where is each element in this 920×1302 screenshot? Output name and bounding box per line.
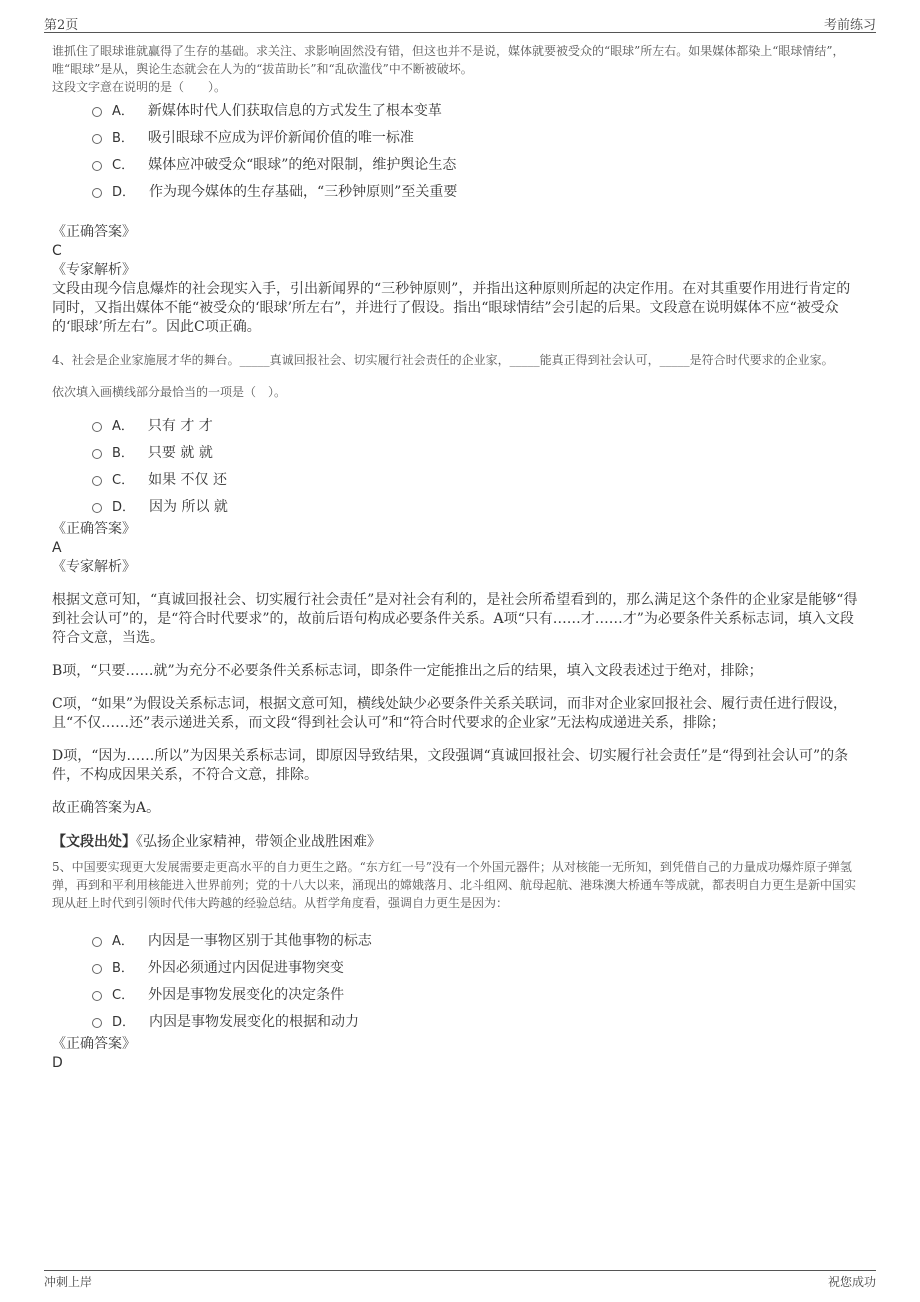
option-text: 外因是事物发展变化的决定条件 bbox=[148, 986, 345, 1003]
option-a[interactable] bbox=[92, 96, 862, 123]
option-d[interactable] bbox=[92, 492, 862, 519]
option-text: 因为 所以 就 bbox=[149, 498, 228, 515]
option-letter: A． bbox=[112, 104, 134, 119]
option-d[interactable] bbox=[92, 1007, 862, 1034]
option-c[interactable] bbox=[92, 465, 862, 492]
option-letter: A． bbox=[112, 934, 134, 949]
option-c[interactable] bbox=[92, 980, 862, 1007]
page-footer bbox=[44, 1270, 876, 1295]
analysis-label: 《专家解析》 bbox=[52, 262, 136, 278]
source-label: 【文段出处】 bbox=[52, 834, 136, 850]
analysis-paragraph: 故正确答案为A。 bbox=[52, 800, 161, 816]
header-title: 考前练习 bbox=[823, 18, 876, 33]
option-c[interactable] bbox=[92, 150, 862, 177]
option-letter: B． bbox=[112, 131, 134, 146]
option-d[interactable] bbox=[92, 177, 862, 204]
footer-right-text: 祝您成功 bbox=[827, 1275, 876, 1289]
question-3 bbox=[52, 42, 862, 337]
option-text: 媒体应冲破受众“眼球”的绝对限制，维护舆论生态 bbox=[148, 156, 457, 173]
analysis-paragraph: D项，“因为……所以”为因果关系标志词，即原因导致结果，文段强调“真诚回报社会、切实履行社会责任”是“得到社会认可”的条件，不构成因果关系，不符合文意，排除。 bbox=[52, 748, 849, 783]
question-4 bbox=[52, 351, 862, 852]
analysis-label: 《专家解析》 bbox=[52, 559, 136, 575]
question-prompt: 这段文字意在说明的是（ ）。 bbox=[52, 80, 227, 94]
question-stem: 5、中国要实现更大发展需要走更高水平的自力更生之路。“东方红一号”没有一个外国元器件；从对核能一无所知，到凭借自己的力量成功爆炸原子弹氢弹，再到和平利用核能进入世界前列；党的十八大以来，涌现出的嫦娥落月、北斗组网、航母起航、港珠澳大桥通车等成就，都表明自力更生是新中国实现从赶上时代到引领时代伟大跨越的经验总结。从哲学角度看，强调自力更生是因为： bbox=[52, 860, 857, 910]
option-b[interactable] bbox=[92, 123, 862, 150]
option-text: 吸引眼球不应成为评价新闻价值的唯一标准 bbox=[147, 129, 414, 146]
option-letter: C． bbox=[112, 988, 135, 1003]
page-content bbox=[52, 42, 862, 1072]
option-text: 新媒体时代人们获取信息的方式发生了根本变革 bbox=[147, 102, 442, 119]
option-text: 内因是一事物区别于其他事物的标志 bbox=[147, 932, 372, 949]
radio-icon[interactable] bbox=[92, 964, 102, 974]
option-letter: A． bbox=[112, 419, 134, 434]
radio-icon[interactable] bbox=[92, 107, 102, 117]
option-letter: D． bbox=[112, 1015, 136, 1030]
radio-icon[interactable] bbox=[92, 134, 102, 144]
analysis-paragraph: 根据文意可知，“真诚回报社会、切实履行社会责任”是对社会有利的，是社会所希望看到的，那么满足这个条件的企业家是能够“得到社会认可”的，是“符合时代要求”的，故前后语句构成必要条件关系。A项“只有……才……才”为必要条件关系标志词，填入文段符合文意，当选。 bbox=[52, 592, 858, 646]
option-a[interactable] bbox=[92, 926, 862, 953]
source-title: 《弘扬企业家精神，带领企业战胜困难》 bbox=[136, 834, 381, 850]
option-letter: C． bbox=[112, 473, 135, 488]
option-list bbox=[92, 96, 862, 204]
radio-icon[interactable] bbox=[92, 188, 102, 198]
answer-label: 《正确答案》 bbox=[52, 1036, 136, 1052]
radio-icon[interactable] bbox=[92, 503, 102, 513]
radio-icon[interactable] bbox=[92, 449, 102, 459]
answer-label: 《正确答案》 bbox=[52, 521, 136, 537]
analysis-paragraph: B项，“只要……就”为充分不必要条件关系标志词，即条件一定能推出之后的结果，填入文段表述过于绝对，排除； bbox=[52, 663, 763, 679]
answer-value: A bbox=[52, 540, 62, 556]
option-list bbox=[92, 411, 862, 519]
question-stem: 谁抓住了眼球谁就赢得了生存的基础。求关注、求影响固然没有错，但这也并不是说，媒体就要被受众的“眼球”所左右。如果媒体都染上“眼球情结”，唯“眼球”是从，舆论生态就会在人为的“拔苗助长”和“乱砍滥伐”中不断被破坏。 bbox=[52, 44, 845, 76]
option-list bbox=[92, 926, 862, 1034]
option-text: 外因必须通过内因促进事物突变 bbox=[147, 959, 344, 976]
question-5 bbox=[52, 858, 862, 1072]
option-text: 如果 不仅 还 bbox=[148, 471, 227, 488]
answer-value: C bbox=[52, 243, 62, 259]
radio-icon[interactable] bbox=[92, 476, 102, 486]
question-stem: 4、社会是企业家施展才华的舞台。_____真诚回报社会、切实履行社会责任的企业家，_____能真正得到社会认可，_____是符合时代要求的企业家。 bbox=[52, 353, 834, 367]
radio-icon[interactable] bbox=[92, 991, 102, 1001]
text-source bbox=[52, 832, 862, 852]
analysis-paragraph: C项，“如果”为假设关系标志词，根据文意可知，横线处缺少必要条件关系关联词，而非对企业家回报社会、履行责任进行假设，且“不仅……还”表示递进关系，而文段“得到社会认可”和“符合时代要求的企业家”无法构成递进关系，排除； bbox=[52, 696, 848, 731]
option-text: 只要 就 就 bbox=[147, 444, 213, 461]
answer-label: 《正确答案》 bbox=[52, 224, 136, 240]
option-letter: D． bbox=[112, 185, 136, 200]
radio-icon[interactable] bbox=[92, 422, 102, 432]
page-header bbox=[44, 12, 876, 33]
analysis-text: 文段由现今信息爆炸的社会现实入手，引出新闻界的“三秒钟原则”，并指出这种原则所起的决定作用。在对其重要作用进行肯定的同时，又指出媒体不能“被受众的‘眼球’所左右”，并进行了假设。指出“眼球情结”会引起的后果。文段意在说明媒体不应“被受众的‘眼球’所左右”。因此C项正确。 bbox=[52, 281, 851, 335]
option-text: 只有 才 才 bbox=[147, 417, 213, 434]
answer-value: D bbox=[52, 1055, 63, 1071]
radio-icon[interactable] bbox=[92, 1018, 102, 1028]
option-letter: B． bbox=[112, 446, 134, 461]
page-number: 第2页 bbox=[44, 18, 79, 33]
radio-icon[interactable] bbox=[92, 937, 102, 947]
option-a[interactable] bbox=[92, 411, 862, 438]
option-text: 作为现今媒体的生存基础，“三秒钟原则”至关重要 bbox=[149, 183, 458, 200]
footer-left-text: 冲刺上岸 bbox=[44, 1275, 93, 1289]
option-letter: C． bbox=[112, 158, 135, 173]
option-letter: B． bbox=[112, 961, 134, 976]
option-b[interactable] bbox=[92, 953, 862, 980]
question-prompt: 依次填入画横线部分最恰当的一项是（ ）。 bbox=[52, 385, 287, 399]
option-text: 内因是事物发展变化的根据和动力 bbox=[149, 1013, 360, 1030]
option-letter: D． bbox=[112, 500, 136, 515]
option-b[interactable] bbox=[92, 438, 862, 465]
radio-icon[interactable] bbox=[92, 161, 102, 171]
